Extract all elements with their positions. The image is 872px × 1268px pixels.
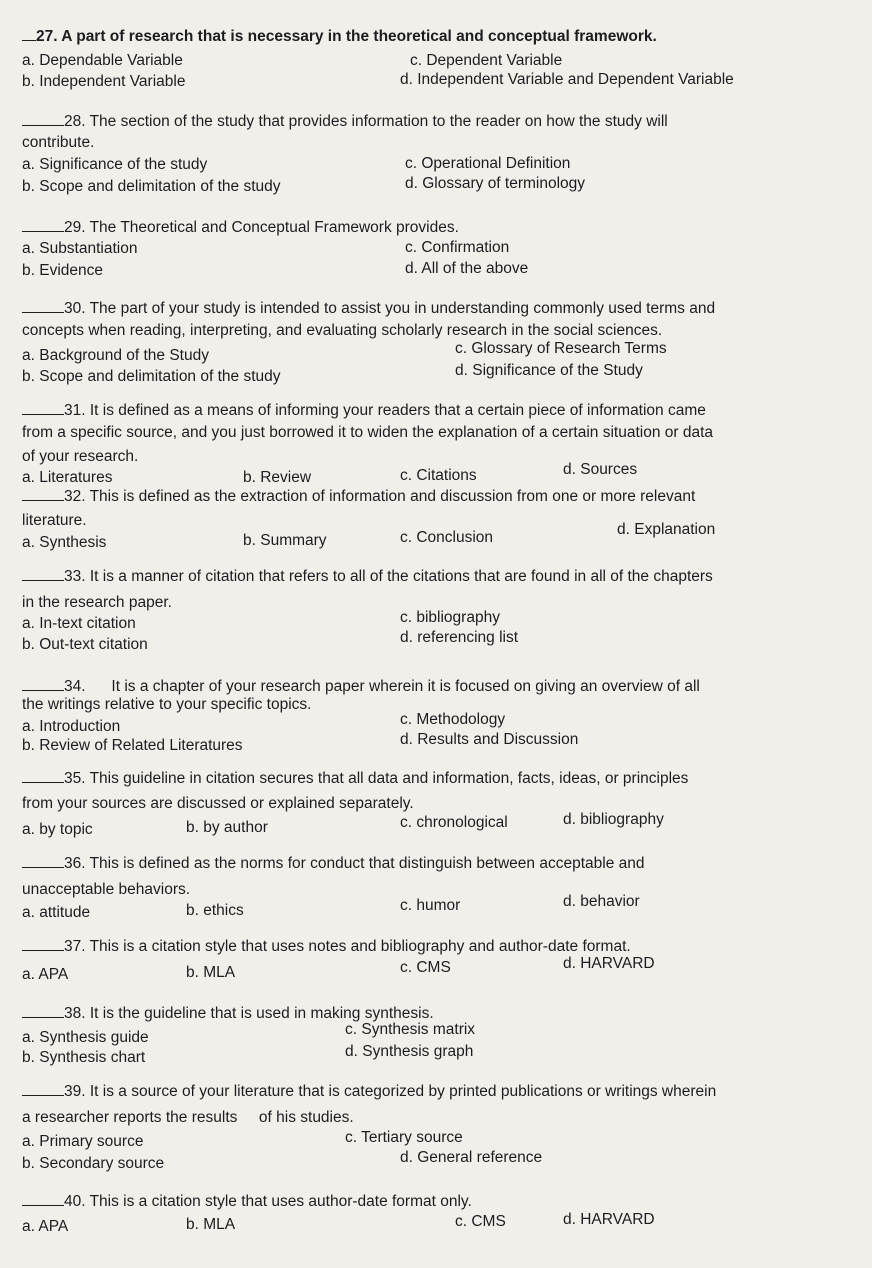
question-29: 29. The Theoretical and Conceptual Framework provides. (22, 219, 459, 237)
option-33-c: c. bibliography (400, 609, 500, 626)
question-35-cont: from your sources are discussed or explained separately. (22, 795, 414, 812)
option-40-a: a. APA (22, 1218, 69, 1235)
option-38-b: b. Synthesis chart (22, 1049, 146, 1066)
question-36: 36. This is defined as the norms for conduct that distinguish between acceptable and (22, 855, 644, 873)
option-27-a: a. Dependable Variable (22, 52, 183, 69)
option-27-b: b. Independent Variable (22, 73, 186, 90)
option-27-c: c. Dependent Variable (410, 52, 563, 69)
question-34-cont: the writings relative to your specific topics. (22, 696, 312, 713)
option-39-a: a. Primary source (22, 1133, 144, 1150)
option-28-a: a. Significance of the study (22, 156, 208, 173)
option-30-b: b. Scope and delimitation of the study (22, 368, 281, 385)
option-37-c: c. CMS (400, 959, 451, 976)
question-27: 27. A part of research that is necessary in the theoretical and conceptual framework. (22, 28, 657, 46)
option-40-d: d. HARVARD (563, 1211, 655, 1228)
question-39-cont: a researcher reports the results of his studies. (22, 1109, 354, 1126)
question-31: 31. It is defined as a means of informing your readers that a certain piece of information came (22, 402, 706, 420)
option-29-d: d. All of the above (405, 260, 529, 277)
option-27-d: d. Independent Variable and Dependent Variable (400, 71, 734, 88)
question-33: 33. It is a manner of citation that refers to all of the citations that are found in all of the chapters (22, 568, 713, 586)
option-39-c: c. Tertiary source (345, 1129, 463, 1146)
question-40: 40. This is a citation style that uses author-date format only. (22, 1193, 472, 1211)
question-37: 37. This is a citation style that uses notes and bibliography and author-date format. (22, 938, 631, 956)
option-31-b: b. Review (243, 469, 312, 486)
option-31-d: d. Sources (563, 461, 638, 478)
option-28-d: d. Glossary of terminology (405, 175, 586, 192)
question-30: 30. The part of your study is intended to assist you in understanding commonly used terms and (22, 300, 715, 318)
option-34-a: a. Introduction (22, 718, 121, 735)
option-32-a: a. Synthesis (22, 534, 107, 551)
question-35: 35. This guideline in citation secures that all data and information, facts, ideas, or principles (22, 770, 688, 788)
option-29-b: b. Evidence (22, 262, 103, 279)
option-38-a: a. Synthesis guide (22, 1029, 149, 1046)
question-31-cont2: of your research. (22, 448, 139, 465)
option-38-c: c. Synthesis matrix (345, 1021, 476, 1038)
option-35-c: c. chronological (400, 814, 508, 831)
option-33-b: b. Out-text citation (22, 636, 148, 653)
question-30-cont: concepts when reading, interpreting, and evaluating scholarly research in the social sciences. (22, 322, 663, 339)
question-32: 32. This is defined as the extraction of information and discussion from one or more relevant (22, 488, 695, 506)
option-33-a: a. In-text citation (22, 615, 136, 632)
option-32-d: d. Explanation (617, 521, 716, 538)
option-30-c: c. Glossary of Research Terms (455, 340, 667, 357)
question-36-cont: unacceptable behaviors. (22, 881, 191, 898)
option-30-d: d. Significance of the Study (455, 362, 643, 379)
option-36-c: c. humor (400, 897, 461, 914)
option-36-a: a. attitude (22, 904, 91, 921)
option-35-a: a. by topic (22, 821, 93, 838)
option-28-b: b. Scope and delimitation of the study (22, 178, 281, 195)
question-38: 38. It is the guideline that is used in making synthesis. (22, 1005, 434, 1023)
option-31-c: c. Citations (400, 467, 477, 484)
option-34-c: c. Methodology (400, 711, 506, 728)
option-38-d: d. Synthesis graph (345, 1043, 474, 1060)
option-28-c: c. Operational Definition (405, 155, 571, 172)
option-34-d: d. Results and Discussion (400, 731, 579, 748)
option-40-c: c. CMS (455, 1213, 506, 1230)
option-34-b: b. Review of Related Literatures (22, 737, 243, 754)
option-35-d: d. bibliography (563, 811, 664, 828)
option-33-d: d. referencing list (400, 629, 519, 646)
option-30-a: a. Background of the Study (22, 347, 209, 364)
option-32-b: b. Summary (243, 532, 327, 549)
option-29-c: c. Confirmation (405, 239, 510, 256)
option-37-a: a. APA (22, 966, 69, 983)
question-34: 34. It is a chapter of your research paper wherein it is focused on giving an overview of all (22, 678, 700, 696)
option-37-b: b. MLA (186, 964, 236, 981)
option-37-d: d. HARVARD (563, 955, 655, 972)
option-36-b: b. ethics (186, 902, 244, 919)
option-29-a: a. Substantiation (22, 240, 138, 257)
question-39: 39. It is a source of your literature that is categorized by printed publications or writings wherein (22, 1083, 716, 1101)
option-39-d: d. General reference (400, 1149, 543, 1166)
option-35-b: b. by author (186, 819, 268, 836)
option-39-b: b. Secondary source (22, 1155, 165, 1172)
question-28-cont: contribute. (22, 134, 95, 151)
option-36-d: d. behavior (563, 893, 640, 910)
question-31-cont: from a specific source, and you just borrowed it to widen the explanation of a certain situation or data (22, 424, 713, 441)
option-32-c: c. Conclusion (400, 529, 494, 546)
option-40-b: b. MLA (186, 1216, 236, 1233)
option-31-a: a. Literatures (22, 469, 113, 486)
question-33-cont: in the research paper. (22, 594, 172, 611)
question-28: 28. The section of the study that provides information to the reader on how the study will (22, 113, 668, 131)
question-32-cont: literature. (22, 512, 87, 529)
